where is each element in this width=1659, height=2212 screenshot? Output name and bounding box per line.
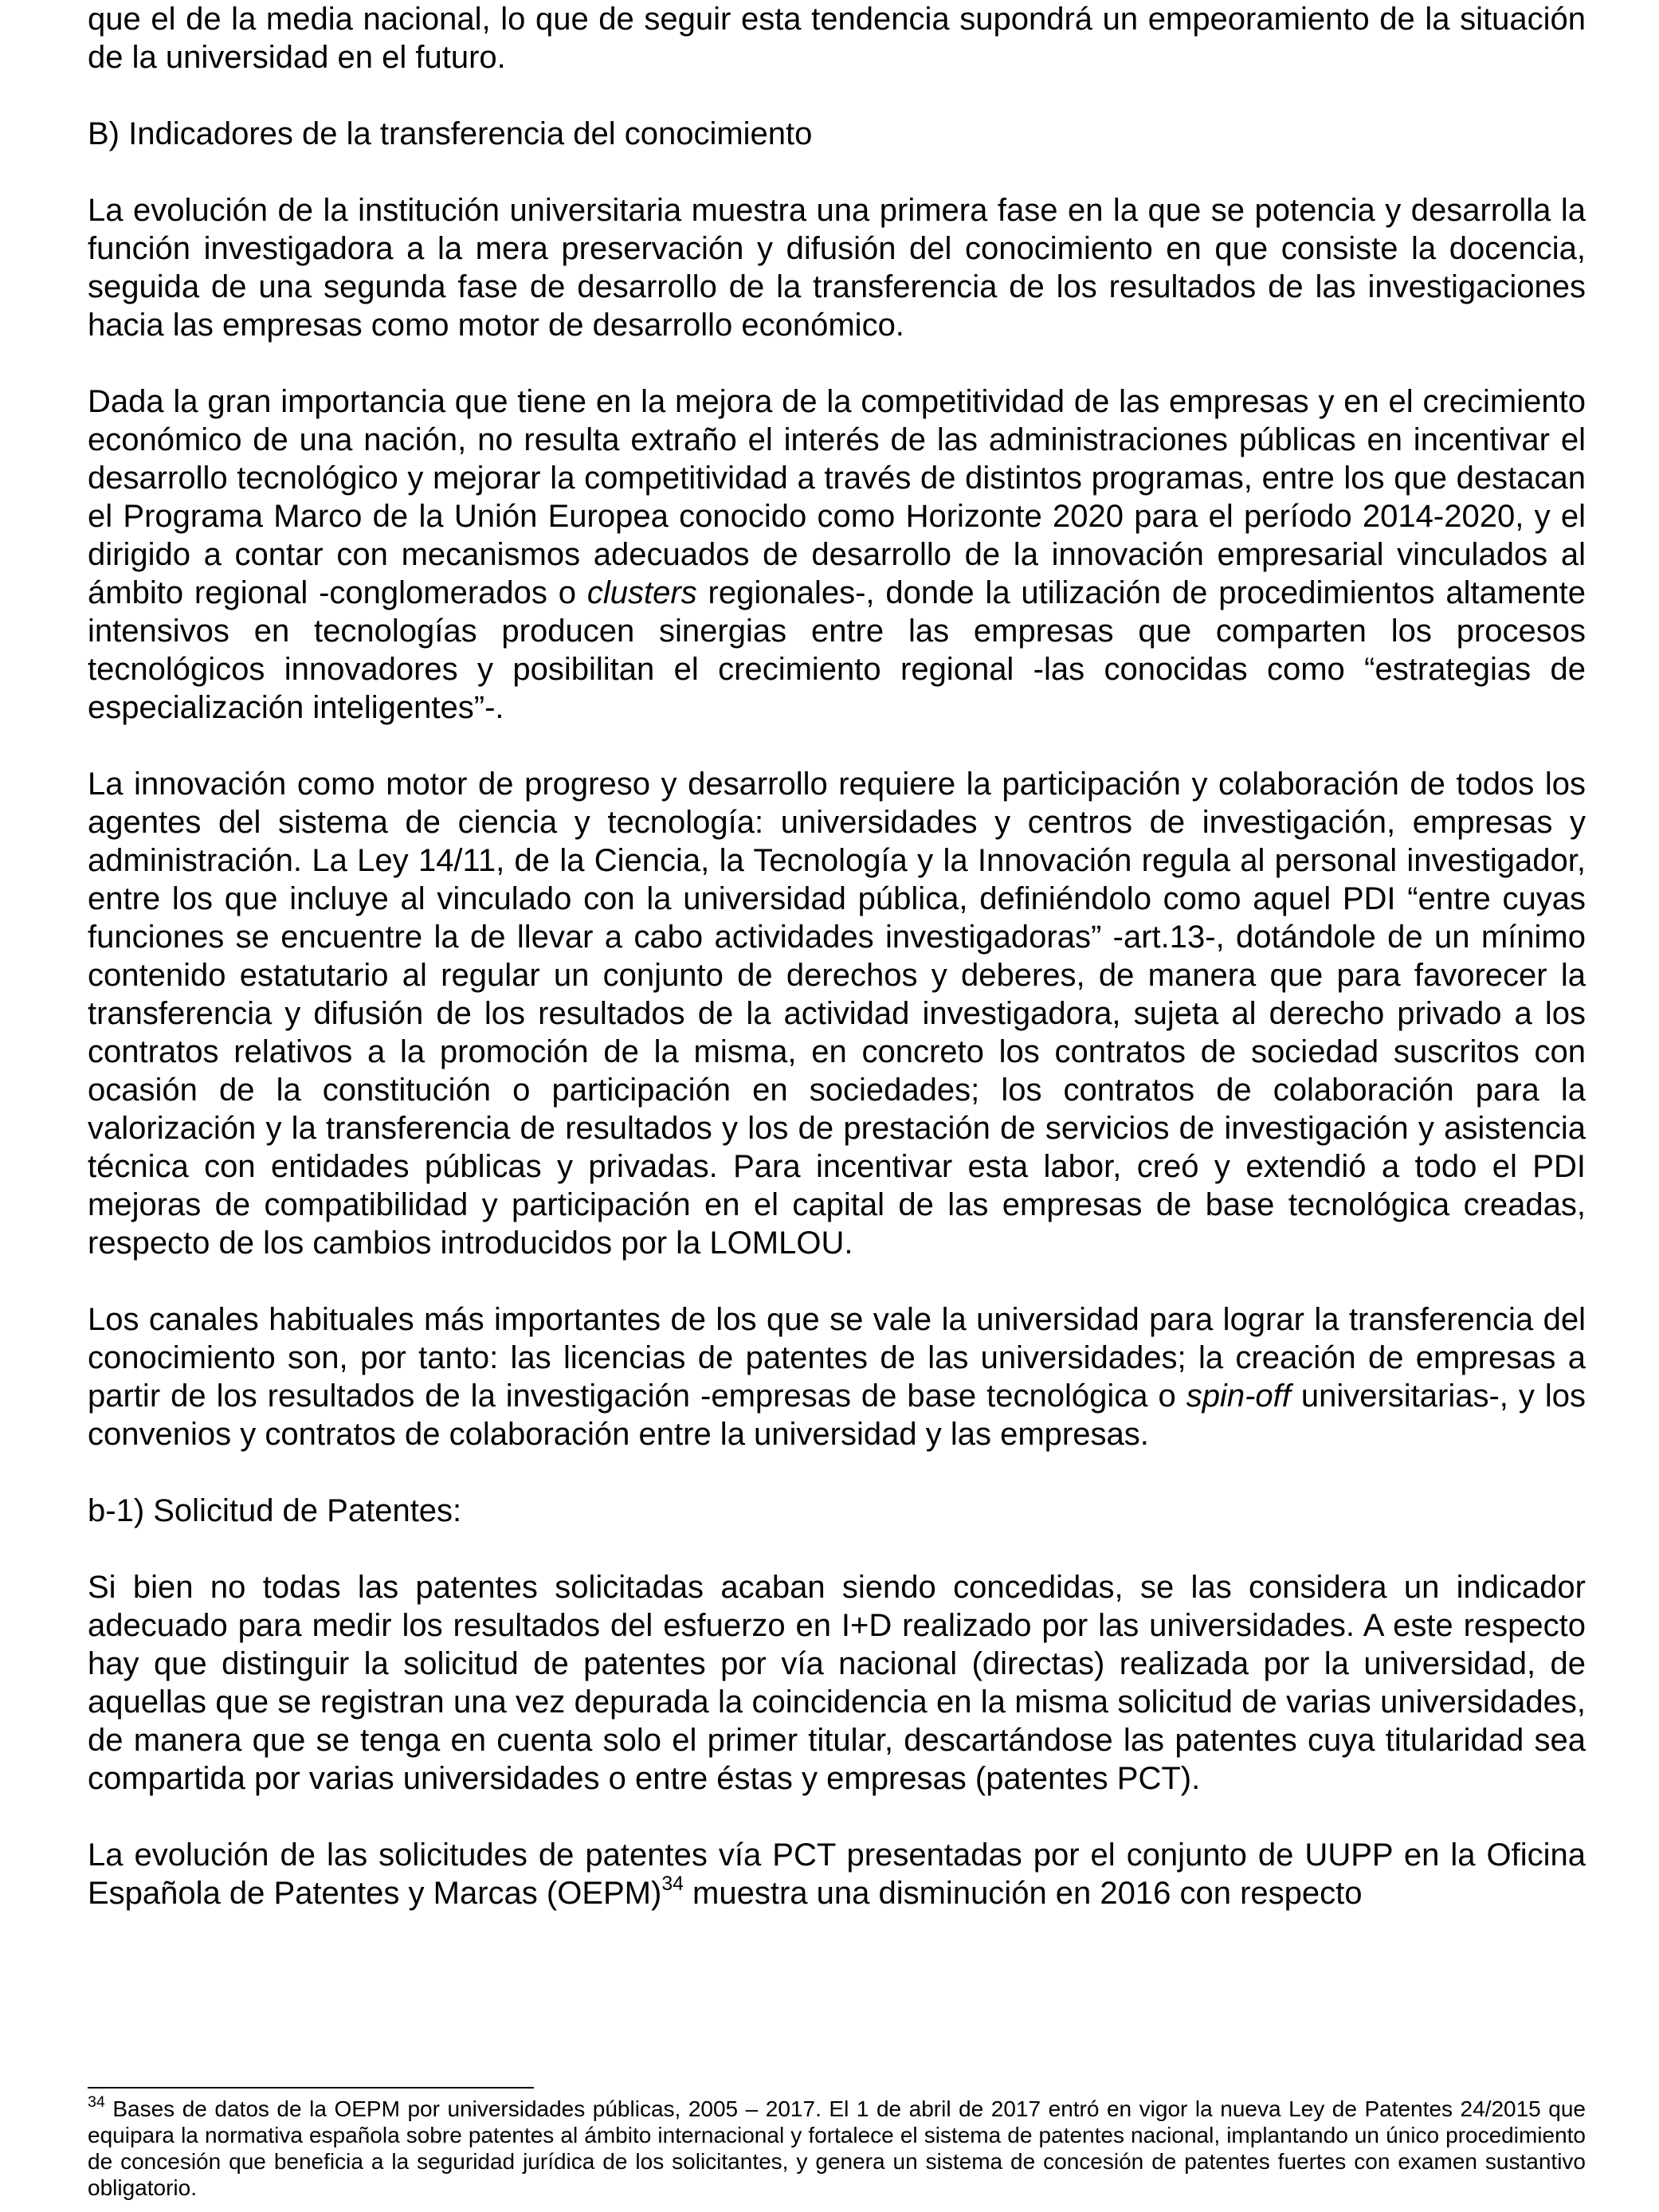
paragraph-competitividad — [88, 382, 1586, 727]
paragraph-competitividad-part1: Dada la gran importancia que tiene en la mejora de la competitividad de las empresas y en el crecimiento económico de una nación, no resulta extraño el interés de las administraciones públicas en incentivar el desarrollo tecnológico y mejorar la competitividad a través de distintos programas, entre los que destacan el Programa Marco de la Unión Europea conocido como Horizonte 2020 para el período 2014-2020, y el dirigido a contar con mecanismos adecuados de desarrollo de la innovación empresarial vinculados al ámbito regional -conglomerados o — [88, 384, 1586, 610]
paragraph-canales-part1: Los canales habituales más importantes de los que se vale la universidad para lograr la transferencia del conocimiento son, por tanto: las licencias de patentes de las universidades; la creación de empresas a partir de los resultados de la investigación -empresas de base tecnológica o — [88, 1302, 1586, 1414]
footnote — [88, 2092, 1586, 2201]
paragraph-evolucion-pct — [88, 1836, 1586, 1912]
paragraph-patentes: Si bien no todas las patentes solicitadas acaban siendo concedidas, se las considera un indicador adecuado para medir los resultados del esfuerzo en I+D realizado por las universidades. A este respecto hay que distinguir la solicitud de patentes por vía nacional (directas) realizada por la universidad, de aquellas que se registran una vez depurada la coincidencia en la misma solicitud de varias universidades, de manera que se tenga en cuenta solo el primer titular, descartándose las patentes cuya titularidad sea compartida por varias universidades o entre éstas y empresas (patentes PCT). — [88, 1570, 1586, 1796]
footnote-reference[interactable]: 34 — [661, 1873, 684, 1896]
section-heading-transferencia: B) Indicadores de la transferencia del conocimiento — [88, 116, 813, 151]
paragraph-evolucion-pct-part2: muestra una disminución en 2016 con respecto — [683, 1876, 1363, 1911]
paragraph-innovacion: La innovación como motor de progreso y desarrollo requiere la participación y colaboración de todos los agentes del sistema de ciencia y tecnología: universidades y centros de investigación, empresas y administración. La Ley 14/11, de la Ciencia, la Tecnología y la Innovación regula al personal investigador, entre los que incluye al vinculado con la universidad pública, definiéndolo como aquel PDI “entre cuyas funciones se encuentre la de llevar a cabo actividades investigadoras” -art.13-, dotándole de un mínimo contenido estatutario al regular un conjunto de derechos y deberes, de manera que para favorecer la transferencia y difusión de los resultados de la actividad investigadora, sujeta al derecho privado a los contratos relativos a la promoción de la misma, en concreto los contratos de sociedad suscritos con ocasión de la constitución o participación en sociedades; los contratos de colaboración para la valorización y la transferencia de resultados y los de prestación de servicios de investigación y asistencia técnica con entidades públicas y privadas. Para incentivar esta labor, creó y extendió a todo el PDI mejoras de compatibilidad y participación en el capital de las empresas de base tecnológica creadas, respecto de los cambios introducidos por la LOMLOU. — [88, 767, 1586, 1261]
footnote-text: Bases de datos de la OEPM por universidades públicas, 2005 – 2017. El 1 de abril de 2017 entró en vigor la nueva Ley de Patentes 24/2015 que equipara la normativa española sobre patentes al ámbito internacional y fortalece el sistema de patentes nacional, implantando un único procedimiento de concesión que beneficia a la seguridad jurídica de los solicitantes, y genera un sistema de concesión de patentes fuertes con examen sustantivo obligatorio. — [88, 2096, 1586, 2200]
spin-off-term: spin-off — [1186, 1379, 1291, 1414]
clusters-term: clusters — [586, 575, 697, 610]
document-page — [88, 0, 1586, 1951]
footnote-separator — [88, 2087, 534, 2088]
paragraph-intro-continuation: que el de la media nacional, lo que de seguir esta tendencia supondrá un empeoramiento de la situación de la universidad en el futuro. — [88, 2, 1586, 75]
paragraph-competitividad-part2: regionales-, donde la utilización de procedimientos altamente intensivos en tecnologías producen sinergias entre las empresas que comparten los procesos tecnológicos innovadores y posibilitan el crecimiento regional -las conocidas como “estrategias de especialización inteligentes”-. — [88, 575, 1586, 725]
paragraph-evolucion-pct-part1: La evolución de las solicitudes de patentes vía PCT presentadas por el conjunto de UUPP en la Oficina Española de Patentes y Marcas (OEPM) — [88, 1837, 1586, 1911]
section-heading-patentes: b-1) Solicitud de Patentes: — [88, 1493, 462, 1528]
paragraph-evolucion: La evolución de la institución universitaria muestra una primera fase en la que se potencia y desarrolla la función investigadora a la mera preservación y difusión del conocimiento en que consiste la docencia, seguida de una segunda fase de desarrollo de la transferencia de los resultados de las investigaciones hacia las empresas como motor de desarrollo económico. — [88, 193, 1586, 343]
paragraph-canales — [88, 1300, 1586, 1453]
footnote-number: 34 — [88, 2092, 105, 2111]
paragraph-canales-part2: universitarias-, y los convenios y contratos de colaboración entre la universidad y las empresas. — [88, 1379, 1586, 1452]
